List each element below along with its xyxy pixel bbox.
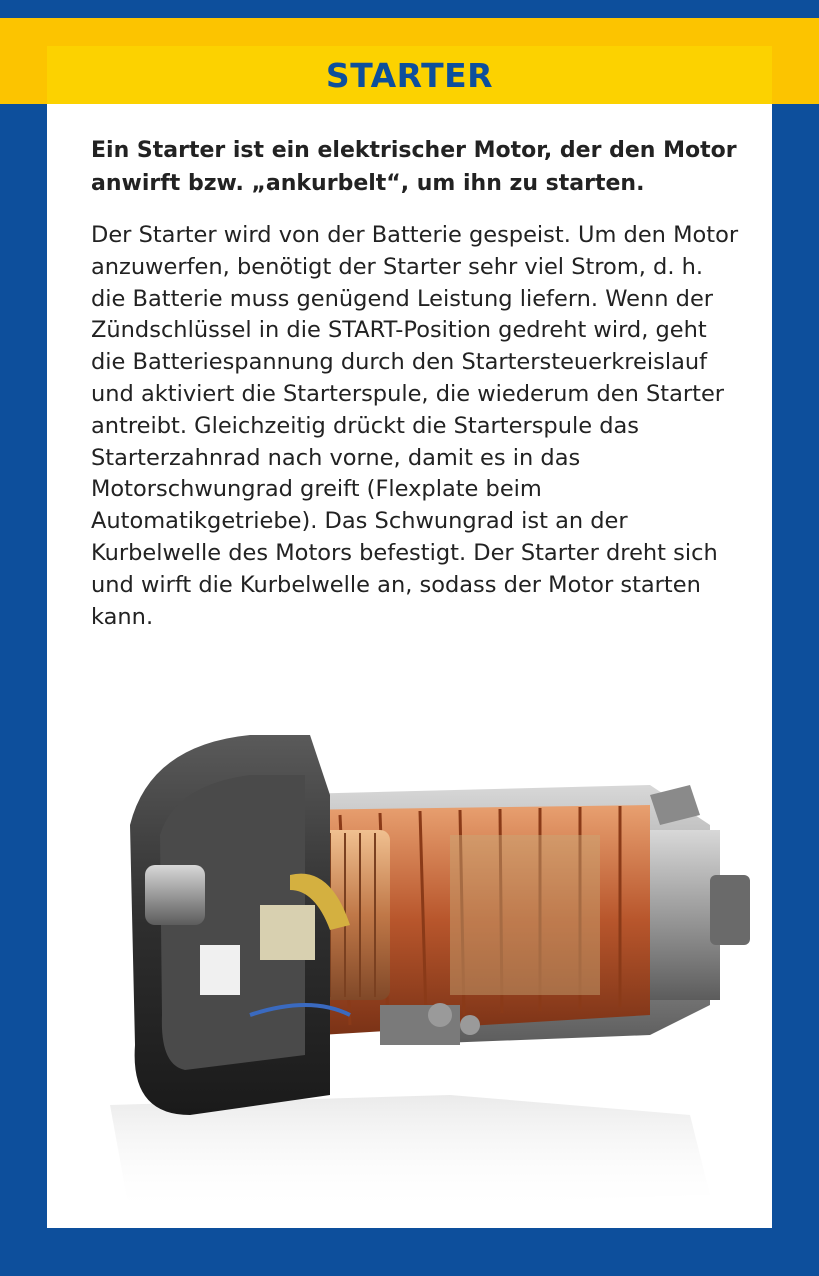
brush-holder bbox=[260, 905, 315, 960]
pinion-gear bbox=[710, 875, 750, 945]
page-title: STARTER bbox=[325, 55, 494, 95]
armature-core bbox=[450, 835, 600, 995]
body-paragraph: Der Starter wird von der Batterie gespeist. Um den Motor anzuwerfen, benötigt der Starter sehr viel Strom, d. h. die Batterie muss genügend Leistung liefern. Wenn der Zündschlüssel in die START-Position gedreht wird, geht die Batteriespannung durch den Startersteuerkreislauf und aktiviert die Starterspule, die wiederum den Starter antreibt. Gleichzeitig drückt die Starterspule das Starterzahnrad nach vorne, damit es in das Motorschwungrad greift (Flexplate beim Automatikgetriebe). Das Schwungrad ist an der Kurbelwelle des Motors befestigt. Der Starter dreht sich und wirft die Kurbelwelle an, sodass der Motor starten kann. bbox=[91, 222, 739, 630]
lead-paragraph: Ein Starter ist ein elektrischer Motor, der den Motor anwirft bzw. „ankurbelt“, um ihn zu starten. bbox=[91, 138, 737, 196]
bearing-boss bbox=[145, 865, 205, 925]
brush-block bbox=[200, 945, 240, 995]
drive-end bbox=[650, 830, 720, 1000]
title-bar bbox=[47, 46, 772, 104]
starter-motor-cutaway-image bbox=[90, 715, 770, 1225]
